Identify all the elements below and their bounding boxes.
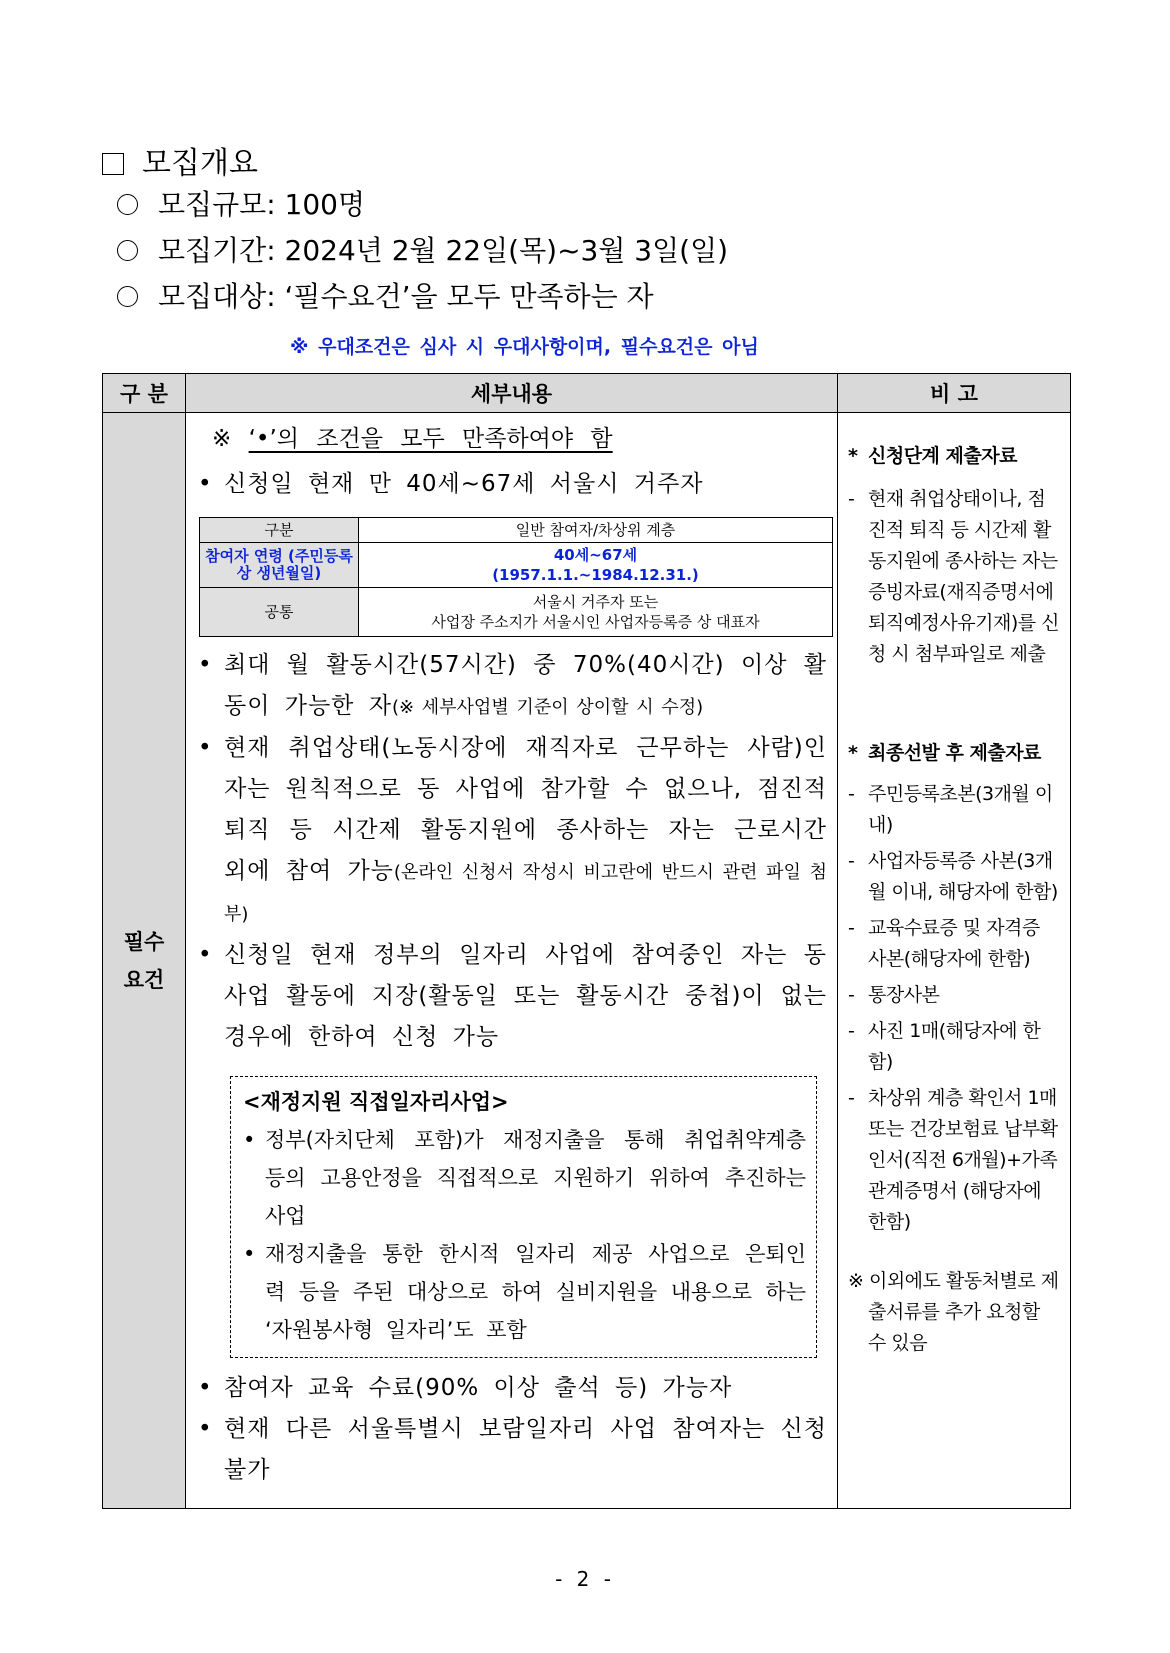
remarks-item: - 현재 취업상태이나, 점진적 퇴직 등 시간제 활동지원에 종사하는 자는 증빙자료(재직증명서에 퇴직예정사유기재)를 신청 시 첨부파일로 제출	[848, 484, 1060, 670]
remarks-cell	[838, 413, 1071, 1509]
overview-item-text: 모집규모: 100명	[158, 188, 366, 221]
requirement-bullet: • 현재 다른 서울특별시 보람일자리 사업 참여자는 신청 불가	[198, 1409, 827, 1491]
inner-header-cell: 구분	[200, 518, 359, 543]
overview-item-text: 모집대상: ‘필수요건’을 모두 만족하는 자	[158, 280, 654, 313]
table-header-row	[103, 374, 1071, 413]
header-remarks: 비 고	[838, 374, 1071, 413]
circle-bullet-icon	[117, 194, 138, 215]
age-value: 40세~67세	[553, 546, 638, 564]
condition-line	[198, 419, 827, 460]
page-number: - 2 -	[555, 1567, 615, 1591]
age-value-cell	[359, 543, 833, 588]
requirements-table	[102, 373, 1071, 1509]
common-value-cell	[359, 588, 833, 637]
table-row	[200, 588, 833, 637]
header-category: 구 분	[103, 374, 186, 413]
remarks-item: - 사진 1매(해당자에 한함)	[848, 1016, 1060, 1078]
table-row	[200, 518, 833, 543]
reference-mark: ※	[212, 426, 232, 452]
details-cell	[186, 413, 838, 1509]
table-row	[103, 413, 1071, 1509]
age-residence-table	[199, 517, 833, 637]
row-label-cell	[103, 413, 186, 1509]
remarks-heading: * 신청단계 제출자료	[848, 441, 1060, 472]
remarks-item: - 사업자등록증 사본(3개월 이내, 해당자에 한함)	[848, 846, 1060, 908]
row-label: 필수	[123, 929, 165, 954]
circle-bullet-icon	[117, 240, 138, 261]
remarks-heading: * 최종선발 후 제출자료	[848, 738, 1060, 769]
preference-note: ※ 우대조건은 심사 시 우대사항이며, 필수요건은 아님	[290, 336, 759, 358]
inner-header-cell: 일반 참여자/차상위 계층	[359, 518, 833, 543]
box-title: <재정지원 직접일자리사업>	[243, 1090, 509, 1114]
circle-bullet-icon	[117, 286, 138, 307]
box-item: • 정부(자치단체 포함)가 재정지출을 통해 취업취약계층 등의 고용안정을 직접적으로 지원하기 위하여 추진하는 사업	[243, 1121, 806, 1235]
requirement-bullet: • 최대 월 활동시간(57시간) 중 70%(40시간) 이상 활동이 가능한 자(※ 세부사업별 기준이 상이할 시 수정)	[198, 645, 827, 728]
condition-text: ‘•’의 조건을 모두 만족하여야 함	[248, 426, 613, 452]
direct-job-program-box	[230, 1076, 817, 1358]
box-item: • 재정지출을 통한 한시적 일자리 제공 사업으로 은퇴인력 등을 주된 대상으로 하여 실비지원을 내용으로 하는 ‘자원봉사형 일자리’도 포함	[243, 1235, 806, 1349]
requirement-bullet: • 신청일 현재 정부의 일자리 사업에 참여중인 자는 동 사업 활동에 지장(활동일 또는 활동시간 중첩)이 없는 경우에 한하여 신청 가능	[198, 935, 827, 1058]
section-title: 모집개요	[142, 146, 258, 181]
overview-item	[117, 229, 728, 269]
header-details: 세부내용	[186, 374, 838, 413]
row-label: 요건	[123, 967, 165, 992]
section-heading	[102, 138, 258, 182]
bullet-note: (※ 세부사업별 기준이 상이할 시 수정)	[391, 697, 704, 718]
remarks-item: - 통장사본	[848, 980, 1060, 1011]
overview-item	[117, 275, 654, 315]
common-value: 서울시 거주자 또는	[532, 593, 659, 611]
remarks-item: - 차상위 계층 확인서 1매 또는 건강보험료 납부확인서(직전 6개월)+가족관계증명서 (해당자에 한함)	[848, 1083, 1060, 1238]
requirement-bullet: • 신청일 현재 만 40세~67세 서울시 거주자	[198, 464, 827, 505]
age-label-cell: 참여자 연령 (주민등록상 생년월일)	[200, 543, 359, 588]
remarks-note: ※ 이외에도 활동처별로 제출서류를 추가 요청할 수 있음	[848, 1270, 1059, 1354]
requirement-bullet: • 현재 취업상태(노동시장에 재직자로 근무하는 사람)인 자는 원칙적으로 동 사업에 참가할 수 없으나, 점진적 퇴직 등 시간제 활동지원에 종사하는 자는 근로시간 외에 참여 가능(온라인 신청서 작성시 비고란에 반드시 관련 파일 첨부)	[198, 728, 827, 935]
common-value: 사업장 주소지가 서울시인 사업자등록증 상 대표자	[431, 613, 760, 631]
table-row	[200, 543, 833, 588]
overview-item	[117, 183, 365, 223]
remarks-item: - 주민등록초본(3개월 이내)	[848, 779, 1060, 841]
requirement-bullet: • 참여자 교육 수료(90% 이상 출석 등) 가능자	[198, 1368, 827, 1409]
overview-item-text: 모집기간: 2024년 2월 22일(목)~3월 3일(일)	[158, 234, 729, 267]
square-bullet-icon	[102, 153, 124, 175]
common-label-cell: 공통	[200, 588, 359, 637]
birth-date-range: (1957.1.1.~1984.12.31.)	[492, 566, 699, 584]
bullet-note: (온라인 신청서 작성시 비고란에 반드시 관련 파일 첨부)	[224, 862, 827, 925]
remarks-item: - 교육수료증 및 자격증 사본(해당자에 한함)	[848, 913, 1060, 975]
